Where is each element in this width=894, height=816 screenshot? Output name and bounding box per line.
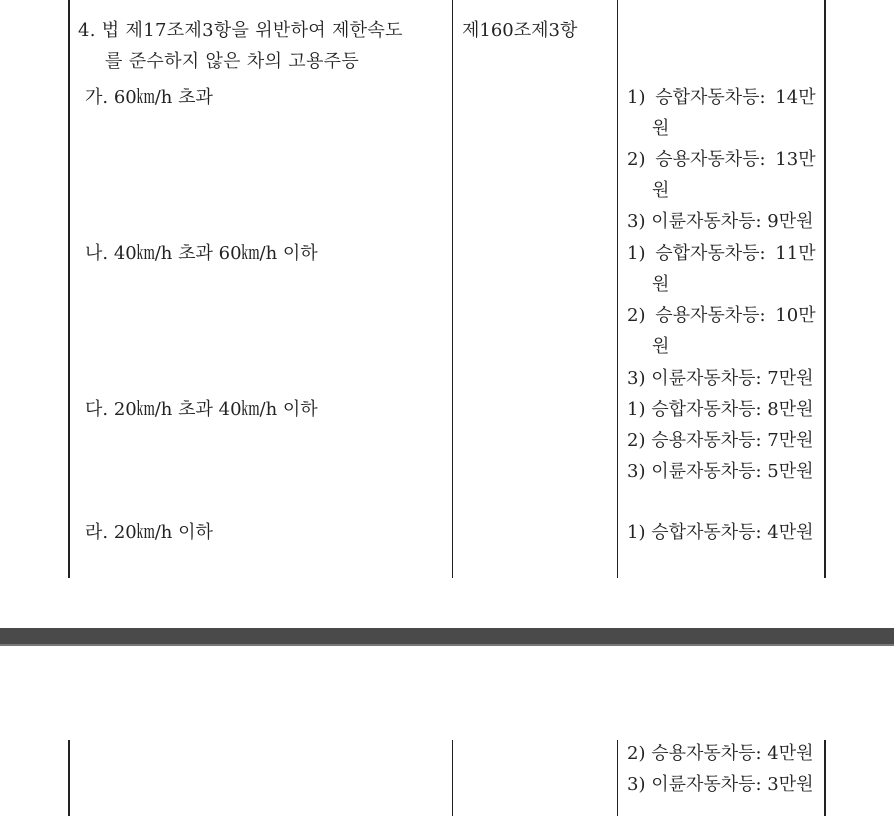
fine-b-1-cont: 원 xyxy=(652,274,670,295)
provision-cell: 제160조제3항 xyxy=(462,20,578,41)
fine-a-1: 1) 승합자동차등: 14만 xyxy=(627,87,816,108)
fine-b-2: 2) 승용자동차등: 10만 xyxy=(627,305,816,326)
table-divider-1-p2 xyxy=(452,740,453,816)
subitem-a: 가. 60㎞/h 초과 xyxy=(85,87,213,108)
fine-b-3: 3) 이륜자동차등: 7만원 xyxy=(627,368,814,389)
fine-a-2: 2) 승용자동차등: 13만 xyxy=(627,149,816,170)
table-divider-1 xyxy=(452,0,453,578)
fine-d-2: 2) 승용자동차등: 4만원 xyxy=(627,743,814,764)
table-border-left-p2 xyxy=(68,740,70,816)
fine-a-2-cont: 원 xyxy=(652,180,670,201)
item-title-line2: 를 준수하지 않은 차의 고용주등 xyxy=(105,51,360,72)
subitem-d: 라. 20㎞/h 이하 xyxy=(85,522,213,543)
table-border-left xyxy=(68,0,70,578)
subitem-c: 다. 20㎞/h 초과 40㎞/h 이하 xyxy=(85,399,318,420)
fine-a-3: 3) 이륜자동차등: 9만원 xyxy=(627,211,814,232)
fine-d-3: 3) 이륜자동차등: 3만원 xyxy=(627,774,814,795)
page-separator xyxy=(0,628,894,646)
table-divider-2-p2 xyxy=(617,740,618,816)
fine-b-2-cont: 원 xyxy=(652,336,670,357)
fine-b-1: 1) 승합자동차등: 11만 xyxy=(627,243,816,264)
table-divider-2 xyxy=(617,0,618,578)
fine-c-2: 2) 승용자동차등: 7만원 xyxy=(627,430,814,451)
fine-a-1-cont: 원 xyxy=(652,118,670,139)
fine-c-3: 3) 이륜자동차등: 5만원 xyxy=(627,461,814,482)
item-title-line1: 4. 법 제17조제3항을 위반하여 제한속도 xyxy=(78,20,403,41)
table-border-right-p2 xyxy=(824,740,826,816)
subitem-b: 나. 40㎞/h 초과 60㎞/h 이하 xyxy=(85,243,318,264)
fine-d-1: 1) 승합자동차등: 4만원 xyxy=(627,522,814,543)
fine-c-1: 1) 승합자동차등: 8만원 xyxy=(627,399,814,420)
table-border-right xyxy=(824,0,826,578)
